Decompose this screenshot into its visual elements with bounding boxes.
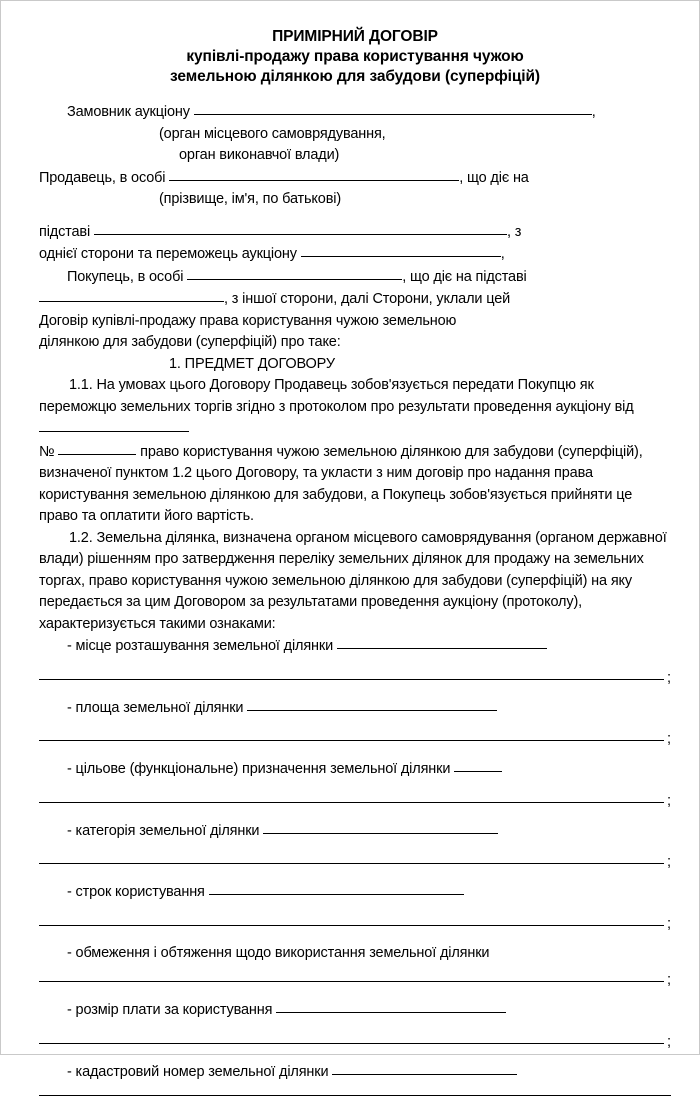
characteristic-terminator: ; — [664, 734, 671, 744]
characteristic-label-line — [39, 820, 671, 843]
characteristic-label-line — [39, 943, 671, 965]
characteristic-continuation-fill-rule[interactable] — [39, 981, 664, 982]
spacer — [39, 680, 671, 697]
spacer — [39, 1044, 671, 1061]
characteristic-continuation-fill-rule[interactable] — [39, 925, 664, 926]
characteristic-label-line — [39, 758, 671, 781]
spacer — [39, 658, 671, 670]
spacer — [39, 964, 671, 972]
characteristic-continuation-fill-rule[interactable] — [39, 863, 664, 864]
characteristic-continuation-row — [39, 1034, 671, 1044]
characteristic-continuation-row — [39, 916, 671, 926]
customer-label: Замовник аукціону — [67, 104, 194, 120]
paragraph-1-1-number-label: № — [39, 444, 58, 460]
one-side-fill-rule[interactable] — [301, 243, 501, 257]
basis-fill-rule[interactable] — [94, 221, 507, 235]
customer-fill-rule[interactable] — [194, 101, 592, 115]
one-side-label: однієї сторони та переможець аукціону — [39, 246, 301, 262]
paragraph-1-1-part-2: право користування чужою земельною ділянкою для забудови (суперфіцій), визначеної пунктом 1.2 цього Договору, та укласти з ним договір про надання права користування земельною ділянкою для забудови, а Покупець зобов'язується прийняти це право та оплатити його вартість. — [39, 444, 647, 525]
characteristic-label: - категорія земельної ділянки — [67, 823, 263, 839]
one-side-line — [39, 243, 671, 266]
characteristic-continuation-fill-rule[interactable] — [39, 679, 664, 680]
spacer — [39, 211, 671, 221]
characteristic-continuation-row — [39, 731, 671, 741]
other-side-line — [39, 288, 671, 311]
document-title — [39, 27, 671, 87]
protocol-number-fill-rule[interactable] — [58, 441, 136, 455]
basis-trailing: , з — [507, 224, 521, 240]
seller-line — [39, 167, 671, 190]
characteristics-list-slot — [39, 635, 671, 1096]
characteristic-label-line — [39, 881, 671, 904]
characteristic-inline-fill-rule[interactable] — [209, 881, 464, 895]
paragraph-1-2: 1.2. Земельна ділянка, визначена органом місцевого самоврядування (органом державної влади) рішенням про затвердження переліку земельних ділянок для продажу на земельних торгах, право користування чужою земельною ділянкою для забудови (суперфіцій) на яку передається за цим Договором за результатами проведення аукціону (протоколу), характеризується такими ознаками: — [39, 528, 671, 636]
paragraph-1-1 — [39, 375, 671, 528]
spacer — [39, 982, 671, 999]
characteristic-continuation-row — [39, 670, 671, 680]
spacer — [39, 781, 671, 793]
characteristic-label: - розмір плати за користування — [67, 1002, 276, 1018]
paragraph-1-1-part-1: 1.1. На умовах цього Договору Продавець зобов'язується передати Покупцю як переможцю земельних торгів згідно з протоколом про результати проведення аукціону від — [39, 377, 637, 415]
characteristic-item — [39, 758, 671, 820]
spacer — [39, 864, 671, 881]
spacer — [39, 904, 671, 916]
buyer-fill-rule[interactable] — [187, 266, 402, 280]
characteristic-item — [39, 1061, 671, 1096]
spacer — [39, 1083, 671, 1095]
characteristic-inline-fill-rule[interactable] — [332, 1061, 517, 1075]
title-line-1: ПРИМІРНИЙ ДОГОВІР — [39, 27, 671, 47]
document-body — [1, 1, 699, 1096]
characteristic-label-line — [39, 697, 671, 720]
characteristic-label: - кадастровий номер земельної ділянки — [67, 1064, 332, 1080]
characteristic-continuation-row — [39, 854, 671, 864]
customer-trailing: , — [592, 104, 596, 120]
characteristic-continuation-row — [39, 793, 671, 803]
characteristic-terminator: ; — [664, 673, 671, 683]
characteristic-inline-fill-rule[interactable] — [337, 635, 547, 649]
characteristic-label: - місце розташування земельної ділянки — [67, 638, 337, 654]
basis-label: підставі — [39, 224, 94, 240]
characteristic-item — [39, 697, 671, 759]
closing-line-1: Договір купівлі-продажу права користування чужою земельною — [39, 311, 671, 333]
characteristic-inline-fill-rule[interactable] — [276, 999, 506, 1013]
buyer-line — [39, 266, 671, 289]
characteristic-terminator: ; — [664, 919, 671, 929]
seller-trailing: , що діє на — [459, 170, 528, 186]
characteristic-label: - обмеження і обтяження щодо використання земельної ділянки — [67, 945, 489, 961]
spacer — [39, 926, 671, 943]
other-side-fill-rule[interactable] — [39, 288, 224, 302]
characteristic-terminator: ; — [664, 975, 671, 985]
characteristic-label-line — [39, 1061, 671, 1084]
seller-label: Продавець, в особі — [39, 170, 169, 186]
spacer — [39, 741, 671, 758]
basis-line — [39, 221, 671, 244]
characteristic-continuation-fill-rule[interactable] — [39, 802, 664, 803]
characteristic-terminator: ; — [664, 857, 671, 867]
protocol-date-fill-rule[interactable] — [39, 418, 189, 432]
characteristic-terminator: ; — [664, 1037, 671, 1047]
characteristic-label: - строк користування — [67, 884, 209, 900]
characteristic-item — [39, 943, 671, 1000]
title-line-3: земельною ділянкою для забудови (суперфіцій) — [39, 67, 671, 87]
spacer — [39, 719, 671, 731]
characteristic-continuation-fill-rule[interactable] — [39, 1043, 664, 1044]
characteristic-inline-fill-rule[interactable] — [454, 758, 502, 772]
other-side-trailing: , з іншої сторони, далі Сторони, уклали цей — [224, 291, 510, 307]
spacer — [39, 87, 671, 101]
title-line-2: купівлі-продажу права користування чужою — [39, 47, 671, 67]
buyer-label: Покупець, в особі — [67, 269, 187, 285]
seller-fill-rule[interactable] — [169, 167, 459, 181]
characteristics-list — [39, 635, 671, 1096]
spacer — [39, 1022, 671, 1034]
characteristic-item — [39, 820, 671, 882]
characteristic-item — [39, 881, 671, 943]
characteristic-inline-fill-rule[interactable] — [247, 697, 497, 711]
characteristic-item — [39, 999, 671, 1061]
characteristic-item — [39, 635, 671, 697]
characteristic-inline-fill-rule[interactable] — [263, 820, 498, 834]
characteristic-terminator: ; — [664, 796, 671, 806]
customer-line — [39, 101, 671, 124]
customer-caption-line-2: орган виконавчої влади) — [39, 145, 671, 167]
seller-caption: (прізвище, ім'я, по батькові) — [39, 189, 671, 211]
spacer — [39, 842, 671, 854]
characteristic-label-line — [39, 635, 671, 658]
spacer — [39, 803, 671, 820]
characteristic-label: - площа земельної ділянки — [67, 700, 247, 716]
buyer-trailing: , що діє на підставі — [402, 269, 526, 285]
customer-caption-line-1: (орган місцевого самоврядування, — [39, 124, 671, 146]
characteristic-label: - цільове (функціональне) призначення земельної ділянки — [67, 761, 454, 777]
characteristic-label-line — [39, 999, 671, 1022]
one-side-trailing: , — [501, 246, 505, 262]
closing-line-2: ділянкою для забудови (суперфіцій) про таке: — [39, 332, 671, 354]
section-1-heading: 1. ПРЕДМЕТ ДОГОВОРУ — [39, 354, 671, 376]
characteristic-continuation-row — [39, 972, 671, 982]
characteristic-continuation-fill-rule[interactable] — [39, 740, 664, 741]
